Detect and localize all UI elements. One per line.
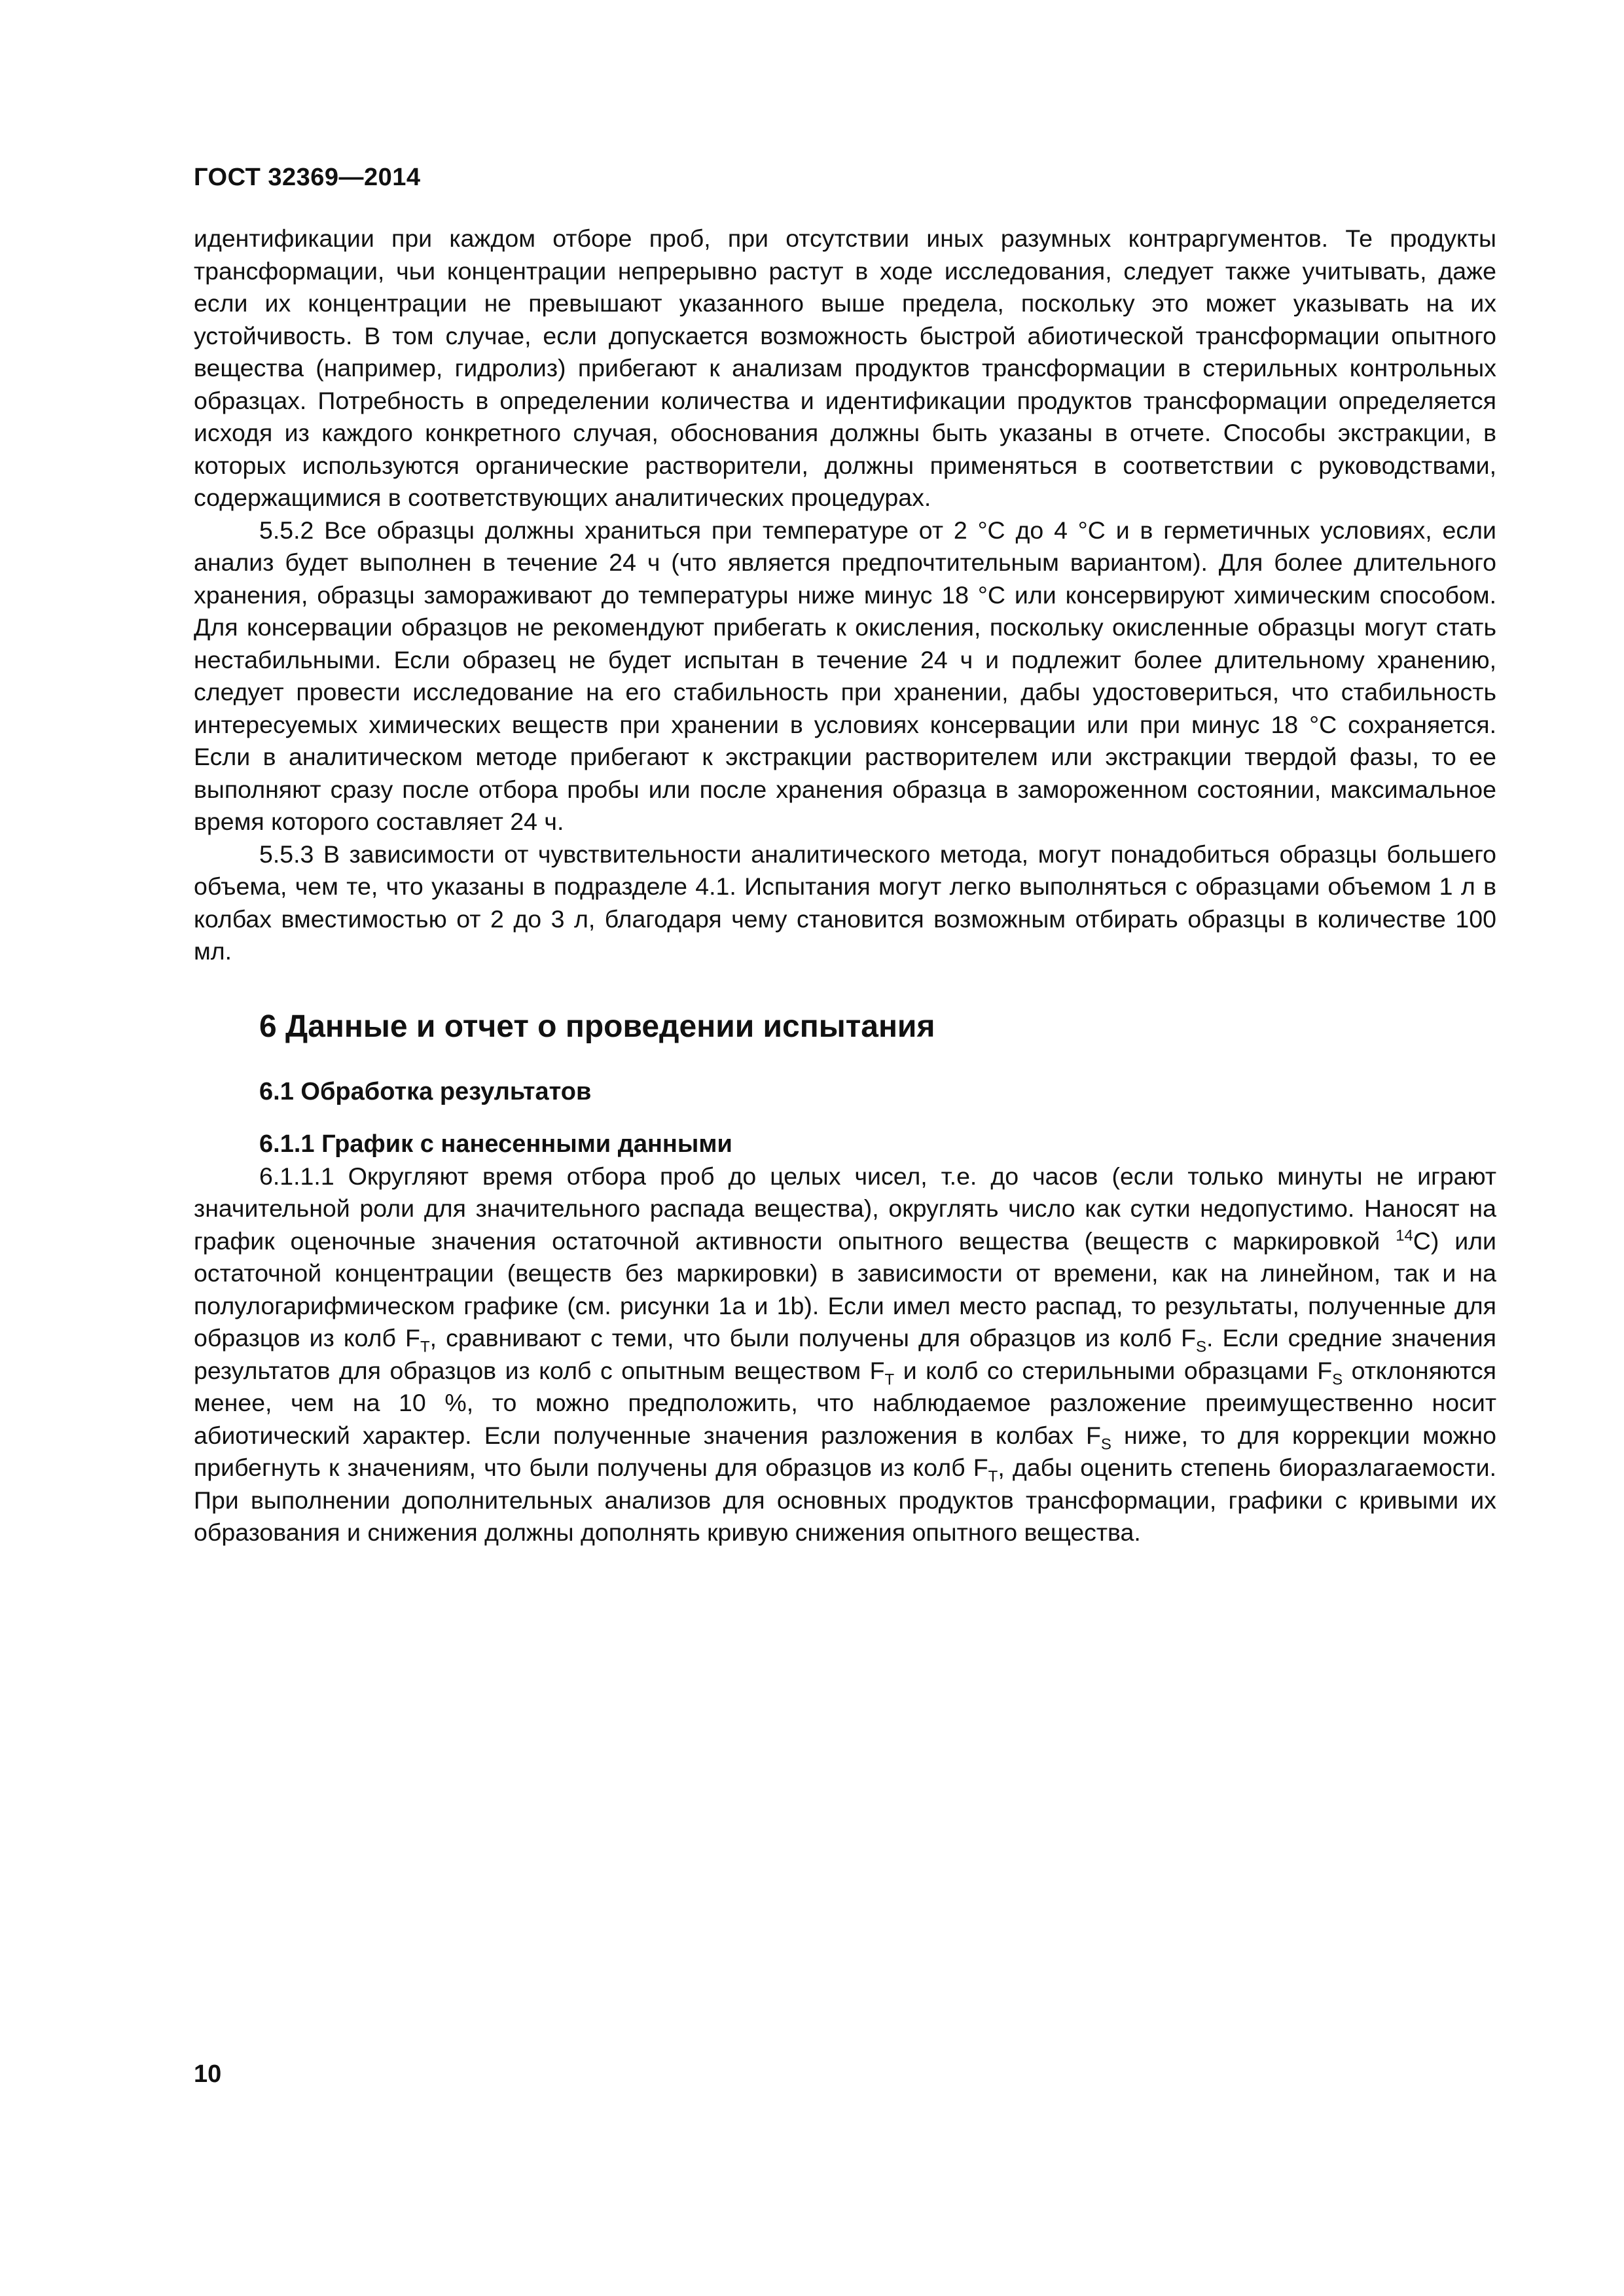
section-6-1-heading: 6.1 Обработка результатов bbox=[259, 1077, 592, 1105]
text-run: и колб со стерильными образцами F bbox=[894, 1356, 1333, 1384]
superscript-14: 14 bbox=[1396, 1227, 1413, 1244]
text-run: С) или остаточной концентрации (веществ без маркировки) в зависимости от времени, как на линейном, так и на полулогарифмическом графике (см. рисунки 1а и 1b). Если имел место распад, то результаты, полученные для образцов из колб F bbox=[194, 1227, 1496, 1352]
document-body bbox=[194, 223, 1496, 1549]
paragraph-6-1-1-1 bbox=[194, 1160, 1496, 1549]
paragraph-continuation: идентификации при каждом отборе проб, при отсутствии иных разумных контраргументов. Те продукты трансформации, чьи концентрации непрерывно растут в ходе исследования, следует также учитывать, даже если их концентрации не превышают указанного выше предела, поскольку это может указывать на их устойчивость. В том случае, если допускается возможность быстрой абиотической трансформации опытного вещества (например, гидролиз) прибегают к анализам продуктов трансформации в стерильных контрольных образцах. Потребность в определении количества и идентификации продуктов трансформации определяется исходя из каждого конкретного случая, обоснования должны быть указаны в отчете. Способы экстракции, в которых используются органические растворители, должны применяться в соответствии с руководствами, содержащимися в соответствующих аналитических процедурах. bbox=[194, 224, 1496, 511]
standard-header: ГОСТ 32369—2014 bbox=[194, 164, 421, 191]
paragraph-5-5-3: 5.5.3 В зависимости от чувствительности аналитического метода, могут понадобиться образцы большего объема, чем те, что указаны в подразделе 4.1. Испытания могут легко выполняться с образцами объемом 1 л в колбах вместимостью от 2 до 3 л, благодаря чему становится возможным отбирать образцы в количестве 100 мл. bbox=[194, 840, 1496, 965]
section-6-1-1-heading: 6.1.1 График с нанесенными данными bbox=[259, 1130, 732, 1158]
subscript-t: T bbox=[884, 1371, 895, 1388]
page-number: 10 bbox=[194, 2060, 222, 2088]
paragraph-5-5-2: 5.5.2 Все образцы должны храниться при температуре от 2 °С до 4 °С и в герметичных условиях, если анализ будет выполнен в течение 24 ч (что является предпочтительным вариантом). Для более длительного хранения, образцы замораживают до температуры ниже минус 18 °С или консервируют химическим способом. Для консервации образцов не рекомендуют прибегать к окисления, поскольку окисленные образцы могут стать нестабильными. Если образец не будет испытан в течение 24 ч и подлежит более длительному хранению, следует провести исследование на его стабильность при хранении, дабы удостовериться, что стабильность интересуемых химических веществ при хранении в условиях консервации или при минус 18 °С сохраняется. Если в аналитическом методе прибегают к экстракции растворителем или экстракции твердой фазы, то ее выполняют сразу после отбора пробы или после хранения образца в замороженном состоянии, максимальное время которого составляет 24 ч. bbox=[194, 516, 1496, 835]
subscript-s: S bbox=[1332, 1371, 1343, 1388]
text-run: . Если средние значения результатов для образцов из колб с опытным веществом F bbox=[194, 1324, 1496, 1384]
text-run: 6.1.1.1 Округляют время отбора проб до целых чисел, т.е. до часов (если только минуты не играют значительной роли для значительного распада вещества), округлять число как сутки недопустимо. Наносят на график оценочные значения остаточной активности опытного вещества (веществ с маркировкой bbox=[194, 1162, 1496, 1255]
section-6-heading: 6 Данные и отчет о проведении испытания bbox=[259, 1009, 935, 1044]
subscript-t: T bbox=[420, 1338, 430, 1356]
text-run: , сравнивают с теми, что были получены для образцов из колб F bbox=[429, 1324, 1197, 1352]
text-run: отклоняются менее, чем на 10 %, то можно предположить, что наблюдаемое разложение преимущественно носит абиотический характер. Если полученные значения разложения в колбах F bbox=[194, 1356, 1496, 1449]
text-run: , дабы оценить степень биоразлагаемости. При выполнении дополнительных анализов для основных продуктов трансформации, графики с кривыми их образования и снижения должны дополнять кривую снижения опытного вещества. bbox=[194, 1454, 1497, 1546]
subscript-t: T bbox=[988, 1467, 998, 1486]
text-run: ниже, то для коррекции можно прибегнуть к значениям, что были получены для образцов из колб F bbox=[194, 1421, 1496, 1481]
subscript-s: S bbox=[1196, 1338, 1207, 1356]
subscript-s: S bbox=[1100, 1435, 1111, 1453]
